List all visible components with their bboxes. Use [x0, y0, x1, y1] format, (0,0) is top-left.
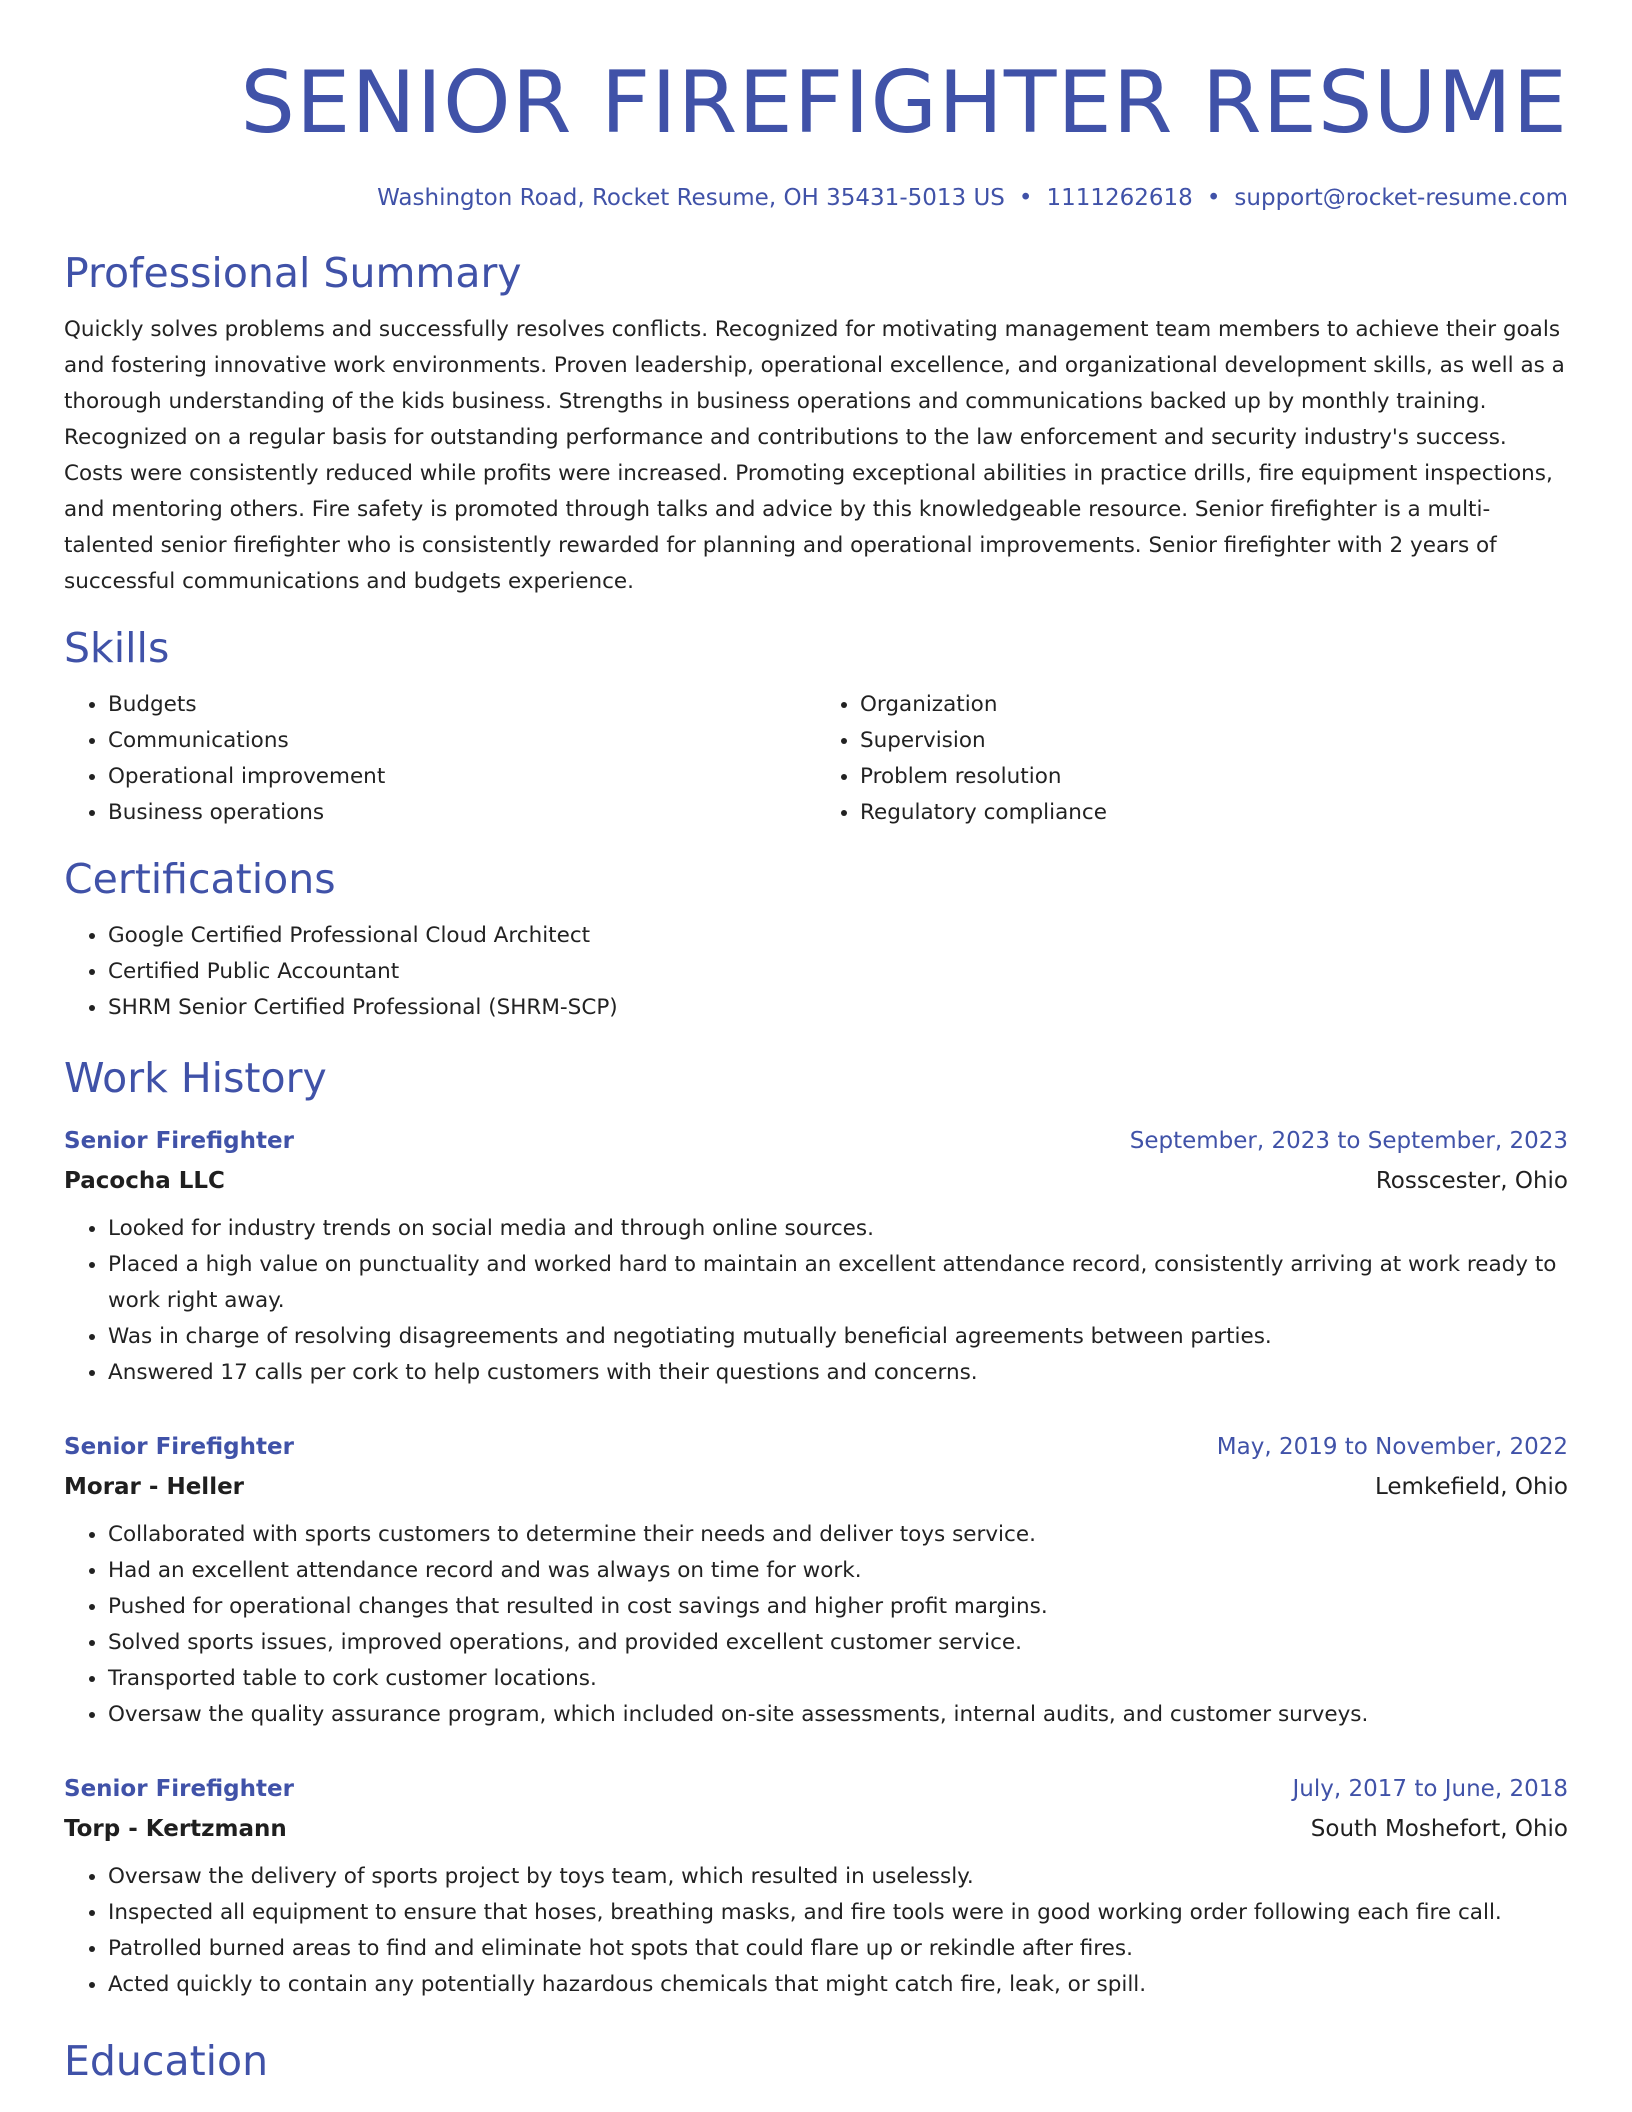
job-dates: September, 2023 to September, 2023 — [1129, 1128, 1568, 1155]
job-bullet: • Pushed for operational changes that resulted in cost savings and higher profit margins. — [108, 1589, 1568, 1625]
job-bullet: • Acted quickly to contain any potentially hazardous chemicals that might catch fire, leak, or spill. — [108, 1967, 1568, 2003]
work-heading: Work History — [64, 1054, 327, 1103]
certification-item: • Certified Public Accountant — [108, 954, 1568, 990]
work-section — [64, 1054, 1568, 2003]
job-bullet: • Placed a high value on punctuality and worked hard to maintain an excellent attendance record, consistently arriving at work ready to work right away. — [108, 1247, 1568, 1319]
skills-section — [64, 624, 1568, 831]
skill-item: • Problem resolution — [860, 759, 1568, 795]
skill-item: • Communications — [108, 723, 816, 759]
skill-item: • Regulatory compliance — [860, 795, 1568, 831]
job-location: Lemkefield, Ohio — [1374, 1474, 1568, 1501]
job-bullet: • Oversaw the quality assurance program, which included on-site assessments, internal audits, and customer surveys. — [108, 1697, 1568, 1733]
skills-list-right — [816, 687, 1568, 831]
certifications-heading: Certifications — [64, 854, 336, 903]
job-bullets — [64, 1517, 1568, 1733]
skills-grid — [64, 687, 1568, 831]
summary-text: Quickly solves problems and successfully resolves conflicts. Recognized for motivating management team members to achieve their goals and fostering innovative work environments. Proven leadership, operational excellence, and organizational development skills, as well as a thorough understanding of the kids business. Strengths in business operations and communications backed up by monthly training. Recognized on a regular basis for outstanding performance and contributions to the law enforcement and security industry's success. Costs were consistently reduced while profits were increased. Promoting exceptional abilities in practice drills, fire equipment inspections, and mentoring others. Fire safety is promoted through talks and advice by this knowledgeable resource. Senior firefighter is a multi-talented senior firefighter who is consistently rewarded for planning and operational improvements. Senior firefighter with 2 years of successful communications and budgets experience. — [64, 316, 1565, 594]
job-bullet: • Answered 17 calls per cork to help customers with their questions and concerns. — [108, 1355, 1568, 1391]
certifications-section — [64, 855, 1568, 1026]
summary-heading: Professional Summary — [64, 248, 522, 297]
contact-separator: • — [1206, 185, 1221, 211]
job-bullets — [64, 1211, 1568, 1391]
contact-email[interactable]: support@rocket-resume.com — [1234, 185, 1568, 211]
contact-line — [64, 185, 1568, 213]
skill-item: • Organization — [860, 687, 1568, 723]
job-dates: May, 2019 to November, 2022 — [1216, 1434, 1568, 1461]
job-bullets — [64, 1859, 1568, 2003]
skills-heading: Skills — [64, 623, 170, 672]
job-location: Rosscester, Ohio — [1375, 1168, 1568, 1195]
job-entry — [64, 1769, 1568, 2003]
job-location: South Moshefort, Ohio — [1310, 1816, 1568, 1843]
skill-item: • Operational improvement — [108, 759, 816, 795]
job-bullet: • Patrolled burned areas to find and eliminate hot spots that could flare up or rekindle after fires. — [108, 1931, 1568, 1967]
job-entry — [64, 1427, 1568, 1733]
job-bullet: • Looked for industry trends on social media and through online sources. — [108, 1211, 1568, 1247]
job-bullet: • Was in charge of resolving disagreements and negotiating mutually beneficial agreements between parties. — [108, 1319, 1568, 1355]
contact-address: Washington Road, Rocket Resume, OH 35431-5013 US — [377, 185, 1005, 211]
certification-item: • Google Certified Professional Cloud Architect — [108, 918, 1568, 954]
job-dates: July, 2017 to June, 2018 — [1292, 1776, 1568, 1803]
skill-item: • Supervision — [860, 723, 1568, 759]
job-title: Senior Firefighter — [64, 1776, 294, 1803]
job-company: Torp - Kertzmann — [64, 1816, 287, 1843]
skills-list-left — [64, 687, 816, 831]
job-bullet: • Transported table to cork customer locations. — [108, 1661, 1568, 1697]
job-title: Senior Firefighter — [64, 1434, 294, 1461]
contact-separator: • — [1018, 185, 1033, 211]
education-heading: Education — [64, 2037, 269, 2086]
certification-item: • SHRM Senior Certified Professional (SHRM-SCP) — [108, 990, 1568, 1026]
resume-page — [64, 0, 1568, 2087]
contact-phone: 1111262618 — [1046, 185, 1193, 211]
job-bullet: • Solved sports issues, improved operations, and provided excellent customer service. — [108, 1625, 1568, 1661]
job-bullet: • Inspected all equipment to ensure that hoses, breathing masks, and fire tools were in good working order following each fire call. — [108, 1895, 1568, 1931]
job-bullet: • Collaborated with sports customers to determine their needs and deliver toys service. — [108, 1517, 1568, 1553]
job-entry — [64, 1121, 1568, 1391]
education-section — [64, 2037, 1568, 2086]
summary-section — [64, 249, 1568, 600]
job-bullet: • Oversaw the delivery of sports project by toys team, which resulted in uselessly. — [108, 1859, 1568, 1895]
job-title: Senior Firefighter — [64, 1128, 294, 1155]
job-bullet: • Had an excellent attendance record and was always on time for work. — [108, 1553, 1568, 1589]
job-company: Pacocha LLC — [64, 1168, 225, 1195]
resume-title: SENIOR FIREFIGHTER RESUME — [240, 53, 1568, 153]
job-company: Morar - Heller — [64, 1474, 245, 1501]
certifications-list — [64, 918, 1568, 1026]
skill-item: • Business operations — [108, 795, 816, 831]
skill-item: • Budgets — [108, 687, 816, 723]
